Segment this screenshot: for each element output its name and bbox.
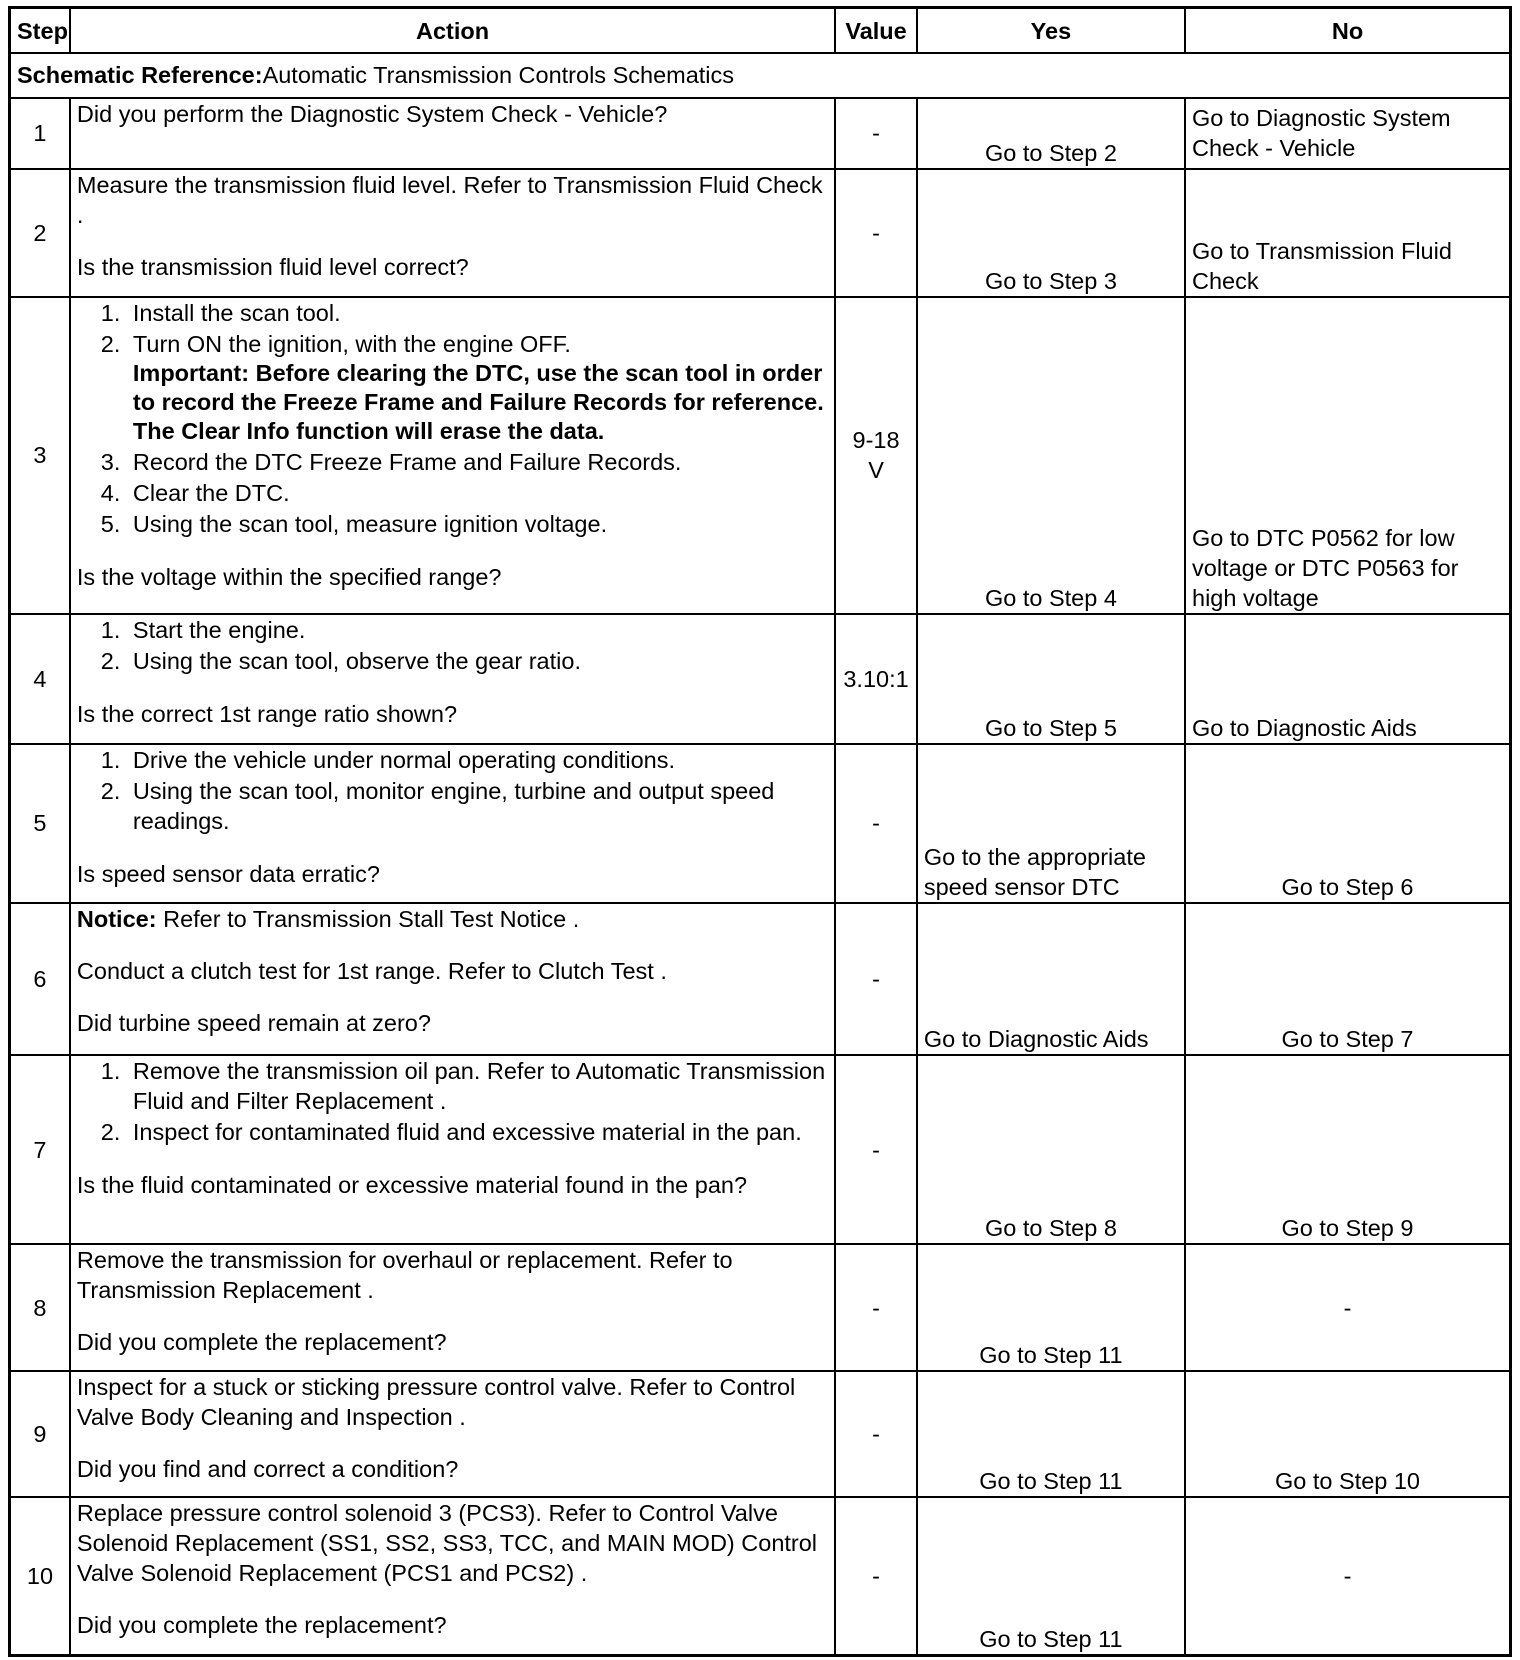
notice-label: Notice: xyxy=(76,905,157,932)
yes-cell[interactable]: Go to Diagnostic Aids xyxy=(917,903,1185,1055)
no-cell: - xyxy=(1185,1497,1510,1655)
action-question: Did you complete the replacement? xyxy=(76,1329,447,1356)
important-note xyxy=(133,359,828,446)
yes-cell[interactable]: Go to Step 5 xyxy=(917,614,1185,744)
action-cell xyxy=(70,903,835,1055)
important-label: Important: xyxy=(132,359,250,386)
no-cell[interactable]: Go to Step 6 xyxy=(1185,744,1510,903)
value-line: 9-18 xyxy=(852,427,900,454)
header-step: Step xyxy=(10,8,70,54)
schematic-label: Schematic Reference: xyxy=(17,62,263,89)
notice-text: Refer to Transmission Stall Test Notice . xyxy=(163,905,580,932)
action-cell xyxy=(70,169,835,297)
table-row xyxy=(10,98,1511,170)
value-cell: - xyxy=(835,744,917,903)
header-no: No xyxy=(1185,8,1510,54)
action-question: Did you find and correct a condition? xyxy=(76,1455,459,1482)
action-cell xyxy=(70,1244,835,1370)
action-question: Is the fluid contaminated or excessive material found in the pan? xyxy=(76,1171,748,1198)
step-number: 3 xyxy=(10,297,70,614)
yes-cell[interactable]: Go to Step 11 xyxy=(917,1371,1185,1497)
action-step-text: Turn ON the ignition, with the engine OFF. xyxy=(132,330,571,357)
action-step xyxy=(127,329,828,446)
yes-cell[interactable]: Go to Step 8 xyxy=(917,1055,1185,1245)
action-step: 2. Using the scan tool, monitor engine, turbine and output speed readings. xyxy=(127,776,828,836)
action-text: Conduct a clutch test for 1st range. Refer to Clutch Test . xyxy=(76,957,667,984)
action-cell xyxy=(70,98,835,170)
step-number: 6 xyxy=(10,903,70,1055)
action-question: Is speed sensor data erratic? xyxy=(76,860,380,887)
important-text: Before clearing the DTC, use the scan tool in order to record the Freeze Frame and Failure Records for reference. The Clear Info function will erase the data. xyxy=(132,359,824,444)
value-unit: V xyxy=(868,457,884,484)
header-value: Value xyxy=(835,8,917,54)
action-question: Did you complete the replacement? xyxy=(76,1612,447,1639)
table-row xyxy=(10,614,1511,744)
table-row xyxy=(10,297,1511,614)
action-text: Measure the transmission fluid level. Refer to Transmission Fluid Check . xyxy=(76,172,823,229)
action-text: Remove the transmission for overhaul or replacement. Refer to Transmission Replacement . xyxy=(76,1247,733,1304)
value-cell: - xyxy=(835,1371,917,1497)
no-cell[interactable]: Go to Transmission Fluid Check xyxy=(1185,169,1510,297)
yes-cell[interactable]: Go to Step 2 xyxy=(917,98,1185,170)
action-steps xyxy=(77,298,828,539)
step-number: 1 xyxy=(10,98,70,170)
action-cell xyxy=(70,1371,835,1497)
yes-cell[interactable]: Go to Step 11 xyxy=(917,1497,1185,1655)
action-question: Is the transmission fluid level correct? xyxy=(76,254,469,281)
no-cell[interactable]: Go to Diagnostic Aids xyxy=(1185,614,1510,744)
action-steps xyxy=(77,745,828,836)
step-number: 10 xyxy=(10,1497,70,1655)
table-row xyxy=(10,1371,1511,1497)
step-number: 8 xyxy=(10,1244,70,1370)
header-row xyxy=(10,8,1511,54)
no-cell[interactable]: Go to Step 7 xyxy=(1185,903,1510,1055)
diagnostic-table xyxy=(8,6,1512,1657)
value-cell: - xyxy=(835,1497,917,1655)
header-yes: Yes xyxy=(917,8,1185,54)
action-step: 1. Install the scan tool. xyxy=(127,298,828,328)
step-number: 9 xyxy=(10,1371,70,1497)
schematic-reference xyxy=(10,53,1511,97)
value-cell: - xyxy=(835,1055,917,1245)
yes-cell[interactable]: Go to Step 4 xyxy=(917,297,1185,614)
schematic-row xyxy=(10,53,1511,97)
action-step: 4. Clear the DTC. xyxy=(127,478,828,508)
value-cell xyxy=(835,297,917,614)
action-step: 1. Start the engine. xyxy=(127,615,828,645)
step-number: 4 xyxy=(10,614,70,744)
yes-cell[interactable]: Go to Step 11 xyxy=(917,1244,1185,1370)
yes-cell[interactable]: Go to Step 3 xyxy=(917,169,1185,297)
action-cell xyxy=(70,1055,835,1245)
value-cell: - xyxy=(835,169,917,297)
action-step: 1. Drive the vehicle under normal operating conditions. xyxy=(127,745,828,775)
action-cell xyxy=(70,297,835,614)
yes-cell[interactable]: Go to the appropriate speed sensor DTC xyxy=(917,744,1185,903)
action-step: 1. Remove the transmission oil pan. Refer to Automatic Transmission Fluid and Filter Replacement . xyxy=(127,1056,828,1116)
step-number: 7 xyxy=(10,1055,70,1245)
action-question: Did turbine speed remain at zero? xyxy=(76,1009,431,1036)
action-step: 2. Using the scan tool, observe the gear ratio. xyxy=(127,646,828,676)
no-cell[interactable]: Go to Diagnostic System Check - Vehicle xyxy=(1185,98,1510,170)
table-row xyxy=(10,1497,1511,1655)
schematic-link[interactable]: Automatic Transmission Controls Schematics xyxy=(262,62,735,89)
action-question: Is the correct 1st range ratio shown? xyxy=(76,701,458,728)
action-text: Replace pressure control solenoid 3 (PCS3). Refer to Control Valve Solenoid Replacement (SS1, SS2, SS3, TCC, and MAIN MOD) Control Valve Solenoid Replacement (PCS1 and PCS2) . xyxy=(76,1500,818,1587)
action-cell xyxy=(70,614,835,744)
value-cell: - xyxy=(835,98,917,170)
table-row xyxy=(10,1055,1511,1245)
action-cell xyxy=(70,744,835,903)
action-cell xyxy=(70,1497,835,1655)
header-action: Action xyxy=(70,8,835,54)
action-step: 2. Inspect for contaminated fluid and excessive material in the pan. xyxy=(127,1117,828,1147)
no-cell[interactable]: Go to Step 9 xyxy=(1185,1055,1510,1245)
step-number: 5 xyxy=(10,744,70,903)
table-row xyxy=(10,744,1511,903)
table-row xyxy=(10,169,1511,297)
table-row xyxy=(10,1244,1511,1370)
no-cell[interactable]: Go to DTC P0562 for low voltage or DTC P0563 for high voltage xyxy=(1185,297,1510,614)
action-steps xyxy=(77,1056,828,1147)
action-step: 5. Using the scan tool, measure ignition voltage. xyxy=(127,509,828,539)
value-cell: 3.10:1 xyxy=(835,614,917,744)
value-cell: - xyxy=(835,903,917,1055)
step-number: 2 xyxy=(10,169,70,297)
action-text: Inspect for a stuck or sticking pressure control valve. Refer to Control Valve Body Cleaning and Inspection . xyxy=(76,1373,796,1430)
action-step: 3. Record the DTC Freeze Frame and Failure Records. xyxy=(127,447,828,477)
action-text: Did you perform the Diagnostic System Check - Vehicle? xyxy=(76,100,668,127)
no-cell[interactable]: Go to Step 10 xyxy=(1185,1371,1510,1497)
table-row xyxy=(10,903,1511,1055)
action-steps xyxy=(77,615,828,676)
value-cell: - xyxy=(835,1244,917,1370)
action-question: Is the voltage within the specified range? xyxy=(76,563,502,590)
no-cell: - xyxy=(1185,1244,1510,1370)
notice xyxy=(77,904,828,934)
